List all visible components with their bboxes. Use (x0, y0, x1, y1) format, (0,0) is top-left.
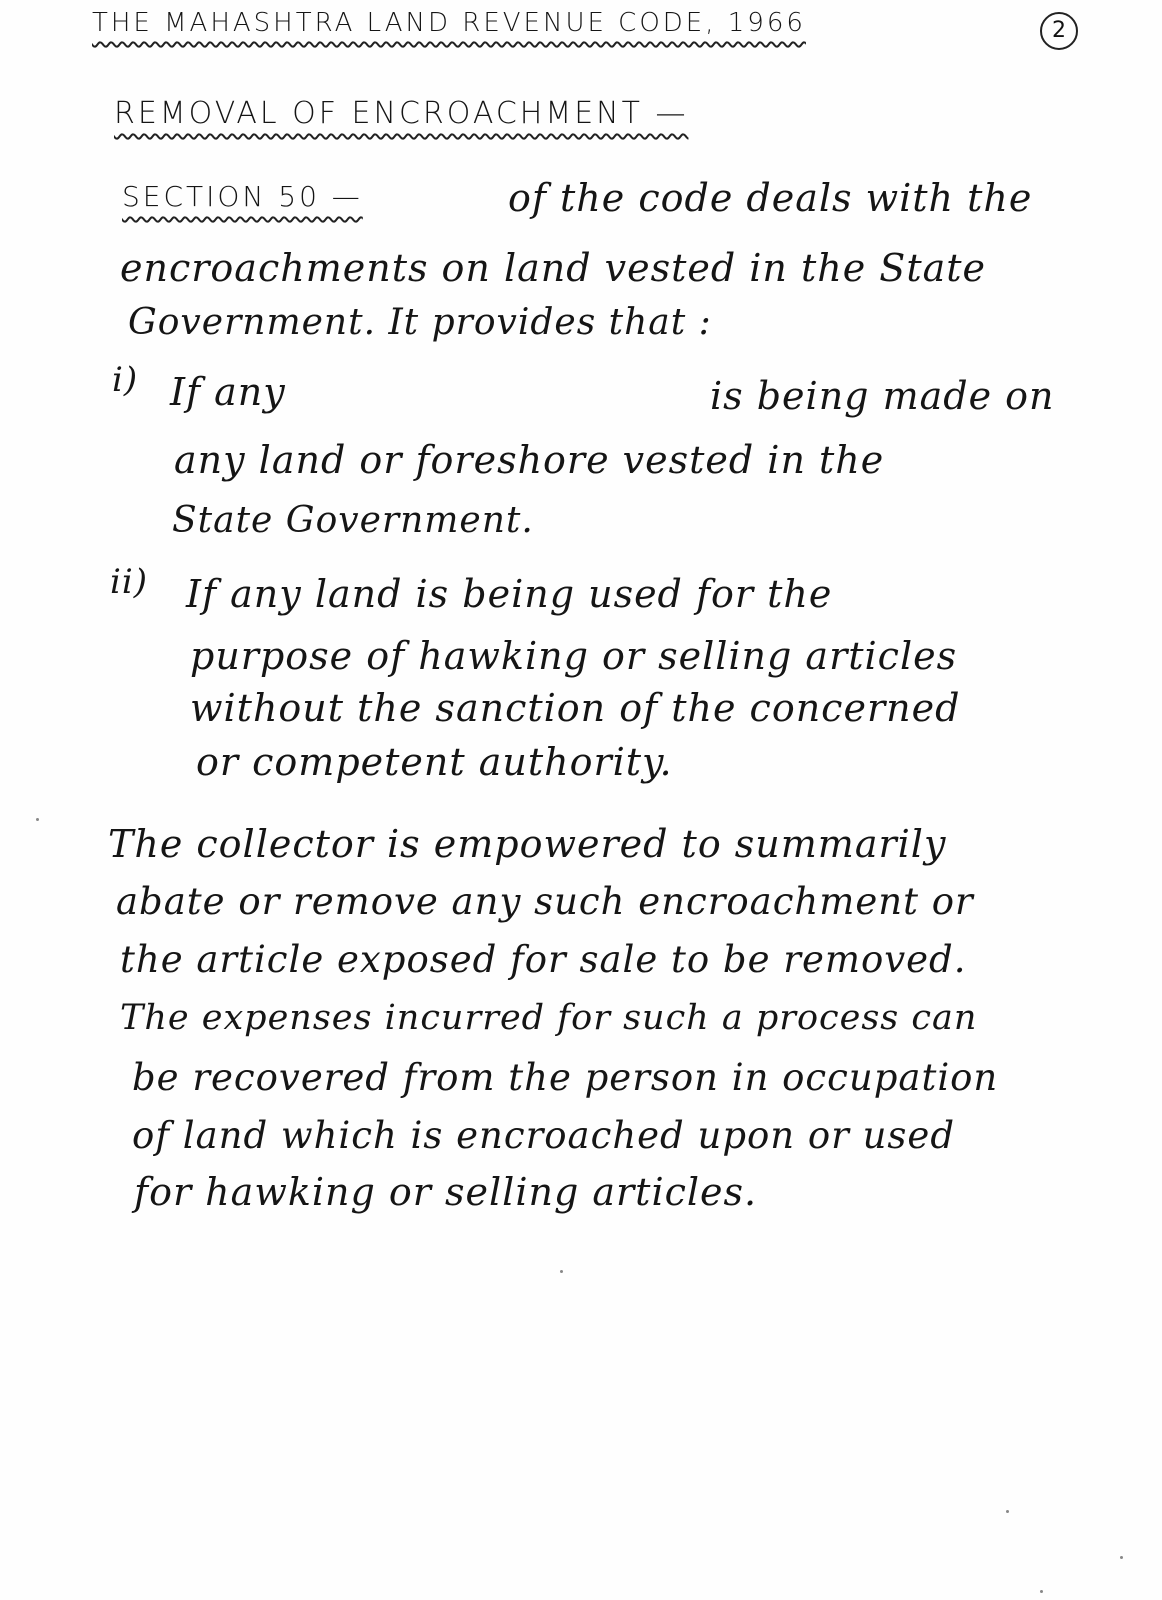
point-2-line-4: or competent authority. (196, 740, 673, 784)
closing-line-5: be recovered from the person in occupation (132, 1056, 999, 1099)
section-intro-line-1: of the code deals with the (508, 176, 1033, 220)
closing-line-2: abate or remove any such encroachment or (116, 880, 974, 923)
closing-line-7: for hawking or selling articles. (134, 1170, 758, 1214)
scan-speck (1006, 1510, 1009, 1513)
scan-speck (36, 818, 39, 821)
point-1-marker: i) (112, 360, 139, 400)
document-title: THE MAHASHTRA LAND REVENUE CODE, 1966 (92, 8, 806, 38)
point-1-line-1a: If any (170, 370, 286, 414)
section-label: SECTION 50 — (122, 180, 363, 213)
page-number: 2 (1040, 12, 1078, 50)
scan-speck (560, 1270, 563, 1273)
scan-speck (1040, 1590, 1043, 1593)
point-2-marker: ii) (110, 562, 149, 602)
closing-line-4: The expenses incurred for such a process can (120, 998, 978, 1038)
point-1-line-1b: is being made on (710, 374, 1055, 418)
closing-line-1: The collector is empowered to summarily (108, 822, 947, 866)
point-1-line-3: State Government. (172, 500, 534, 541)
point-2-line-3: without the sanction of the concerned (190, 686, 961, 730)
section-heading: REMOVAL OF ENCROACHMENT — (114, 96, 689, 131)
point-1-line-2: any land or foreshore vested in the (174, 438, 885, 482)
point-2-line-1: If any land is being used for the (186, 572, 833, 616)
closing-line-3: the article exposed for sale to be removed. (120, 938, 967, 981)
section-intro-line-2: encroachments on land vested in the State (120, 246, 987, 290)
scan-speck (1120, 1556, 1123, 1559)
section-intro-line-3: Government. It provides that : (128, 302, 712, 343)
point-2-line-2: purpose of hawking or selling articles (190, 634, 958, 678)
closing-line-6: of land which is encroached upon or used (132, 1114, 955, 1157)
